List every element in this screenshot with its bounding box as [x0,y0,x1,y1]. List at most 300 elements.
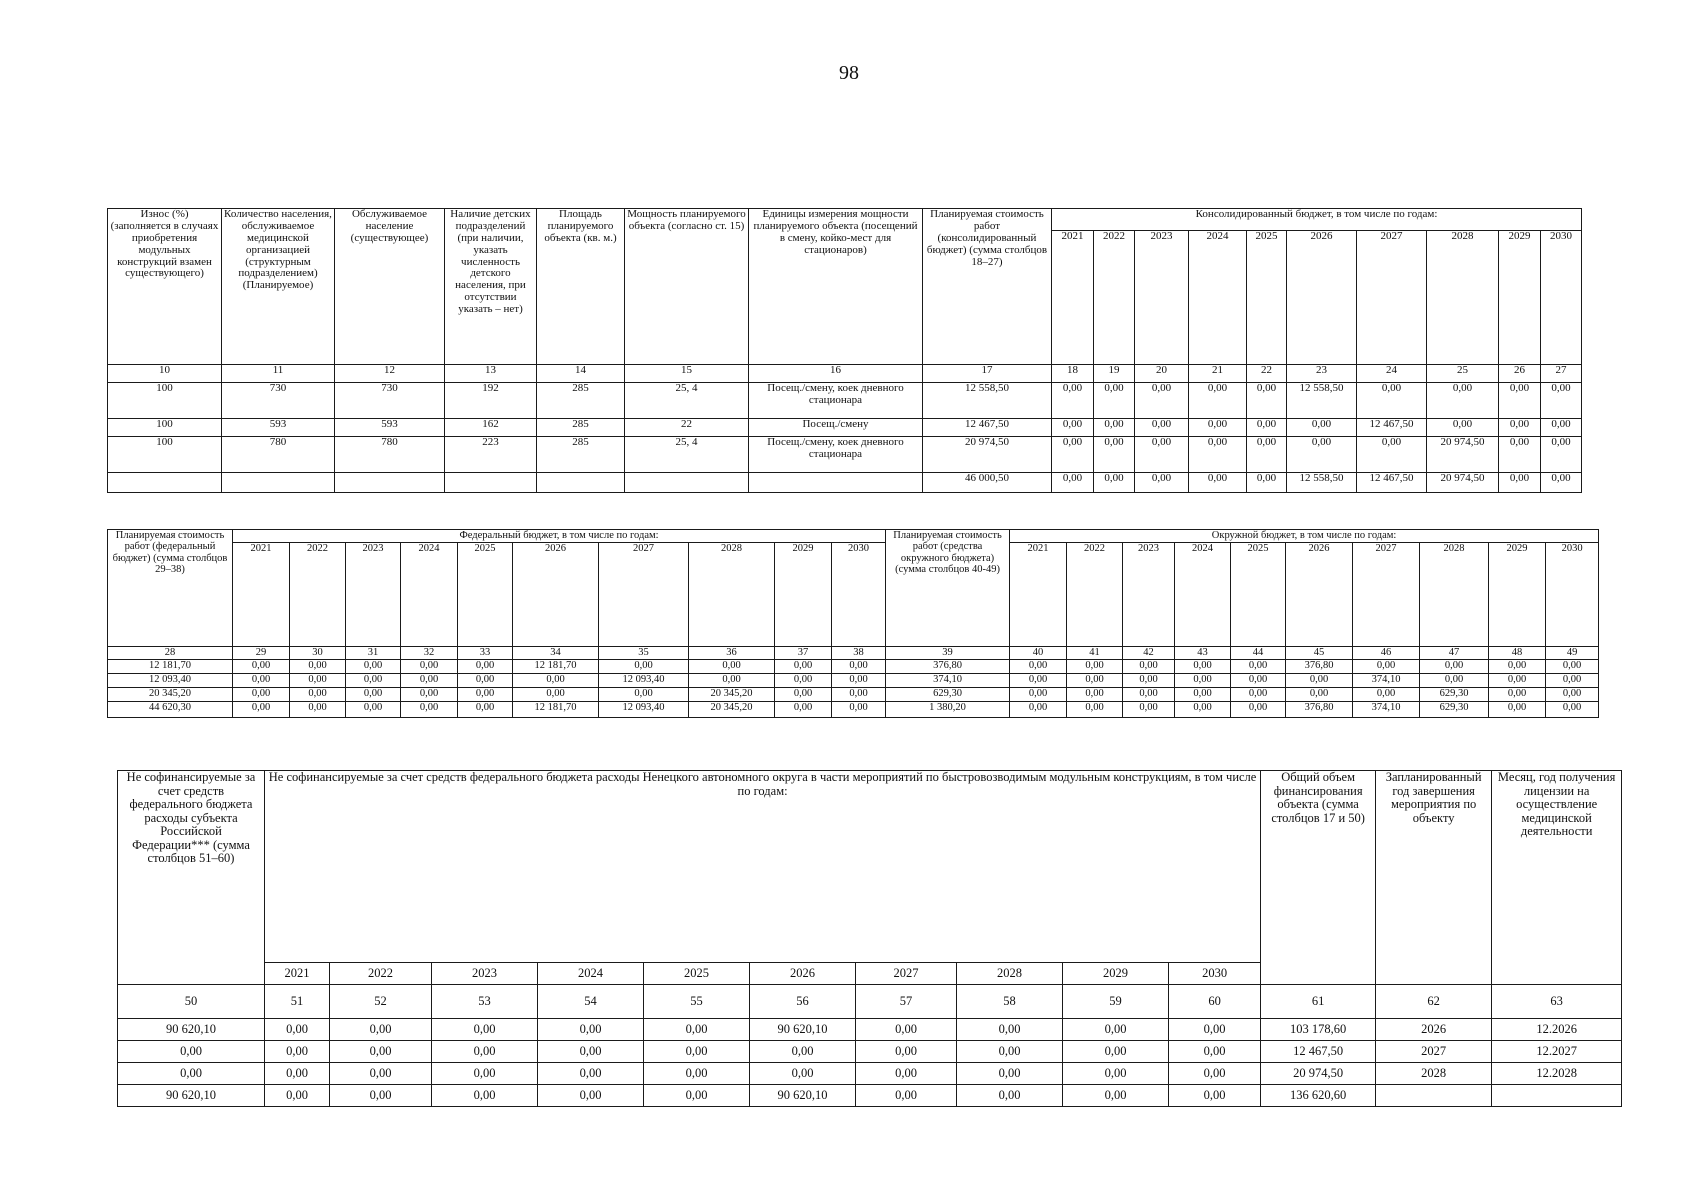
table-cell: 0,00 [1231,660,1286,674]
header-non-cofinanced-by-year: Не софинансируемые за счет средств федерального бюджета расходы Ненецкого автономного округа в части мероприятий по быстровозводимым модульным конструкциям, в том числе по годам: [265,771,1261,963]
table-cell: 0,00 [1541,419,1582,437]
table-cell: 0,00 [1123,702,1175,718]
table-cell: 0,00 [290,674,346,688]
table-cell: 0,00 [856,1019,957,1041]
table-row [118,1041,1622,1063]
column-number: 50 [118,985,265,1019]
table-cell: 0,00 [330,1041,432,1063]
year-header: 2028 [1427,231,1499,365]
column-number: 37 [775,647,832,660]
header-wear-percent: Износ (%) (заполняется в случаях приобретения модульных конструкций взамен существующего) [108,209,222,365]
table-cell: 0,00 [513,688,599,702]
column-number: 16 [749,365,923,383]
table-cell: 0,00 [1189,419,1247,437]
year-header: 2026 [1286,543,1353,647]
table-cell: 285 [537,437,625,473]
table-cell: 0,00 [644,1041,750,1063]
table-cell [335,473,445,493]
year-header: 2021 [233,543,290,647]
table-cell: 0,00 [1094,419,1135,437]
table-cell: 162 [445,419,537,437]
header-consolidated-budget-by-year: Консолидированный бюджет, в том числе по годам: [1052,209,1582,231]
table-cell: 12.2027 [1492,1041,1622,1063]
year-header: 2023 [432,963,538,985]
table-cell: 0,00 [458,660,513,674]
header-child-units: Наличие детских подразделений (при наличии, указать численность детского населения, при отсутствии указать – нет) [445,209,537,365]
table-cell: 0,00 [750,1063,856,1085]
column-number: 18 [1052,365,1094,383]
year-header: 2028 [957,963,1063,985]
column-number: 36 [689,647,775,660]
table-cell: 0,00 [432,1019,538,1041]
column-number: 41 [1067,647,1123,660]
table-cell: 0,00 [957,1085,1063,1107]
table-cell: 374,10 [1353,702,1420,718]
table-cell: 0,00 [1123,674,1175,688]
table-cell: 0,00 [1247,437,1287,473]
table-cell: 780 [222,437,335,473]
year-header: 2022 [290,543,346,647]
table-cell: 0,00 [118,1041,265,1063]
year-header: 2022 [330,963,432,985]
table-cell: 0,00 [1353,660,1420,674]
year-header: 2027 [1357,231,1427,365]
table-cell: 136 620,60 [1261,1085,1376,1107]
table-cell: 0,00 [1052,473,1094,493]
year-header: 2025 [1247,231,1287,365]
table-cell: 0,00 [538,1063,644,1085]
table-cell: 0,00 [1287,437,1357,473]
year-header: 2025 [1231,543,1286,647]
table-cell [749,473,923,493]
table-cell: 0,00 [1063,1085,1169,1107]
column-number: 34 [513,647,599,660]
table-cell: 12 467,50 [1357,419,1427,437]
column-number: 60 [1169,985,1261,1019]
column-number: 32 [401,647,458,660]
table-cell: 0,00 [513,674,599,688]
table-cell: 0,00 [1189,437,1247,473]
table-cell: 0,00 [1247,383,1287,419]
header-federal-budget-by-year: Федеральный бюджет, в том числе по годам: [233,530,886,543]
table-cell: 2026 [1376,1019,1492,1041]
table-cell: 629,30 [886,688,1010,702]
table-cell: 0,00 [1499,437,1541,473]
table-cell: 0,00 [1231,688,1286,702]
table-cell: 25, 4 [625,437,749,473]
table-cell: 0,00 [1357,437,1427,473]
table-cell: 0,00 [599,660,689,674]
table-cell: 0,00 [432,1085,538,1107]
year-header: 2024 [1175,543,1231,647]
table-cell [1376,1085,1492,1107]
table-cell: 0,00 [856,1085,957,1107]
table-cell: 0,00 [1175,674,1231,688]
column-number: 22 [1247,365,1287,383]
table-cell: 0,00 [832,660,886,674]
column-number: 57 [856,985,957,1019]
table-cell: 0,00 [1135,437,1189,473]
column-number: 38 [832,647,886,660]
table-cell: 12 093,40 [599,674,689,688]
column-number: 13 [445,365,537,383]
table-cell: 0,00 [1427,419,1499,437]
table-cell: 0,00 [401,688,458,702]
consolidated-budget-table [107,208,1582,493]
table-cell: 1 380,20 [886,702,1010,718]
table-cell: 285 [537,383,625,419]
table-cell: 20 974,50 [923,437,1052,473]
table-cell: 20 974,50 [1427,473,1499,493]
table-cell: 0,00 [458,688,513,702]
table-cell: 0,00 [1067,660,1123,674]
table-cell [537,473,625,493]
table-cell: 0,00 [1010,702,1067,718]
year-header: 2025 [458,543,513,647]
table-cell: 0,00 [330,1085,432,1107]
table-cell: 0,00 [1499,383,1541,419]
table-cell: 12 467,50 [1357,473,1427,493]
column-number: 10 [108,365,222,383]
table-cell: 0,00 [1010,674,1067,688]
header-planned-completion-year: Запланированный год завершения мероприятия по объекту [1376,771,1492,985]
table-cell: 12.2028 [1492,1063,1622,1085]
column-number: 35 [599,647,689,660]
table-cell: 0,00 [1094,383,1135,419]
year-header: 2023 [1123,543,1175,647]
table-cell: 376,80 [1286,660,1353,674]
table-cell: 12 467,50 [923,419,1052,437]
table-cell: 0,00 [1489,702,1546,718]
header-planned-cost-consolidated: Планируемая стоимость работ (консолидированный бюджет) (сумма столбцов 18–27) [923,209,1052,365]
year-header: 2021 [265,963,330,985]
table-row [108,473,1582,493]
table-cell: 0,00 [1175,688,1231,702]
table-cell: 0,00 [1189,383,1247,419]
table-cell: 0,00 [1231,674,1286,688]
year-header: 2029 [1063,963,1169,985]
federal-regional-budget-table [107,529,1599,718]
year-header: 2023 [346,543,401,647]
table-cell: Посещ./смену, коек дневного стационара [749,383,923,419]
table-cell [1492,1085,1622,1107]
column-number: 11 [222,365,335,383]
year-header: 2027 [1353,543,1420,647]
table-cell: 0,00 [1135,473,1189,493]
header-area: Площадь планируемого объекта (кв. м.) [537,209,625,365]
table-cell: 0,00 [1247,473,1287,493]
table-cell: 0,00 [644,1019,750,1041]
table-cell: 0,00 [265,1085,330,1107]
table-cell: 374,10 [1353,674,1420,688]
table-cell: 0,00 [1546,688,1599,702]
table-cell: 0,00 [1420,674,1489,688]
column-number: 28 [108,647,233,660]
table-cell: 0,00 [1499,473,1541,493]
table-cell: 103 178,60 [1261,1019,1376,1041]
column-number: 30 [290,647,346,660]
table-cell: Посещ./смену, коек дневного стационара [749,437,923,473]
table-cell: 0,00 [118,1063,265,1085]
table-cell: 0,00 [1357,383,1427,419]
table-cell: 0,00 [775,688,832,702]
header-license-date: Месяц, год получения лицензии на осуществление медицинской деятельности [1492,771,1622,985]
column-number: 29 [233,647,290,660]
table-cell: 0,00 [1286,688,1353,702]
table-cell: 0,00 [1169,1085,1261,1107]
column-number: 47 [1420,647,1489,660]
header-regional-budget-by-year: Окружной бюджет, в том числе по годам: [1010,530,1599,543]
column-number: 62 [1376,985,1492,1019]
table-row [108,702,1599,718]
table-cell: 0,00 [330,1019,432,1041]
table-cell: 0,00 [1541,473,1582,493]
year-header: 2023 [1135,231,1189,365]
table-cell: 0,00 [265,1019,330,1041]
year-header: 2030 [1541,231,1582,365]
table-cell: 223 [445,437,537,473]
table-cell: 376,80 [1286,702,1353,718]
year-header: 2024 [401,543,458,647]
year-header: 2028 [1420,543,1489,647]
table-cell: 0,00 [233,702,290,718]
table-cell: 0,00 [644,1063,750,1085]
header-population-existing: Обслуживаемое население (существующее) [335,209,445,365]
year-header: 2029 [775,543,832,647]
header-population-planned: Количество населения, обслуживаемое медицинской организацией (структурным подразделением) (Планируемое) [222,209,335,365]
year-header: 2030 [1169,963,1261,985]
header-planned-cost-regional: Планируемая стоимость работ (средства окружного бюджета) (сумма столбцов 40-49) [886,530,1010,647]
table-cell: 90 620,10 [750,1019,856,1041]
table-cell: 0,00 [1353,688,1420,702]
column-number: 21 [1189,365,1247,383]
table-cell: 0,00 [1010,660,1067,674]
table-cell: 0,00 [401,660,458,674]
table-cell: 20 345,20 [689,688,775,702]
table-cell: 593 [222,419,335,437]
table-cell: 376,80 [886,660,1010,674]
column-number: 20 [1135,365,1189,383]
table-cell: 12 093,40 [108,674,233,688]
table-cell: 0,00 [1546,674,1599,688]
column-number: 40 [1010,647,1067,660]
year-header: 2024 [538,963,644,985]
table-cell: 0,00 [346,660,401,674]
column-number: 19 [1094,365,1135,383]
table-cell: 12 181,70 [513,660,599,674]
table-cell: 0,00 [458,702,513,718]
column-number: 39 [886,647,1010,660]
table-cell: 90 620,10 [750,1085,856,1107]
table-cell: 0,00 [689,674,775,688]
table-cell: 0,00 [1175,660,1231,674]
column-number: 48 [1489,647,1546,660]
table-cell: 20 345,20 [689,702,775,718]
table-cell: 12 093,40 [599,702,689,718]
table-cell: 374,10 [886,674,1010,688]
table-cell: 780 [335,437,445,473]
column-number: 44 [1231,647,1286,660]
table-cell: 100 [108,383,222,419]
table-cell: 2028 [1376,1063,1492,1085]
non-cofinanced-expenses-table [117,770,1622,1107]
table-row [108,437,1582,473]
table-cell: 0,00 [401,674,458,688]
header-total-financing: Общий объем финансирования объекта (сумма столбцов 17 и 50) [1261,771,1376,985]
table-cell [108,473,222,493]
table-cell [222,473,335,493]
table-cell: 0,00 [233,674,290,688]
table-cell: 0,00 [1063,1019,1169,1041]
page-number: 98 [839,62,859,84]
year-header: 2026 [1287,231,1357,365]
year-header: 2021 [1052,231,1094,365]
table-cell: 12 181,70 [513,702,599,718]
table-cell: 0,00 [1094,473,1135,493]
table-cell: 46 000,50 [923,473,1052,493]
table-row [108,688,1599,702]
table-cell: 0,00 [458,674,513,688]
column-number: 15 [625,365,749,383]
table-cell: 730 [335,383,445,419]
table-cell: 0,00 [1489,674,1546,688]
table-cell: 0,00 [265,1041,330,1063]
table-cell: 0,00 [775,674,832,688]
table-cell: 0,00 [432,1041,538,1063]
table-cell: 0,00 [401,702,458,718]
column-number: 23 [1287,365,1357,383]
table-cell: 0,00 [832,688,886,702]
table-cell: 0,00 [1169,1041,1261,1063]
column-number: 63 [1492,985,1622,1019]
header-capacity-units: Единицы измерения мощности планируемого объекта (посещений в смену, койко-мест для стационаров) [749,209,923,365]
table-row [108,674,1599,688]
table-cell: Посещ./смену [749,419,923,437]
table-cell: 0,00 [1135,383,1189,419]
table-cell: 0,00 [1541,383,1582,419]
table-cell: 0,00 [689,660,775,674]
year-header: 2027 [599,543,689,647]
table-cell: 0,00 [330,1063,432,1085]
table-cell: 0,00 [1123,660,1175,674]
table-cell: 90 620,10 [118,1085,265,1107]
column-number: 43 [1175,647,1231,660]
table-cell: 0,00 [750,1041,856,1063]
table-cell: 593 [335,419,445,437]
table-cell: 0,00 [775,660,832,674]
table-cell: 0,00 [1286,674,1353,688]
column-number: 33 [458,647,513,660]
column-number: 14 [537,365,625,383]
table-cell: 0,00 [432,1063,538,1085]
table-cell: 0,00 [1052,419,1094,437]
table-cell: 0,00 [1010,688,1067,702]
table-cell: 100 [108,437,222,473]
year-header: 2024 [1189,231,1247,365]
table-cell: 0,00 [957,1019,1063,1041]
column-number: 46 [1353,647,1420,660]
table-cell: 629,30 [1420,702,1489,718]
year-header: 2026 [750,963,856,985]
table-cell: 0,00 [599,688,689,702]
table-cell: 0,00 [1063,1041,1169,1063]
table-cell: 12 558,50 [1287,383,1357,419]
year-header: 2025 [644,963,750,985]
table-cell: 0,00 [644,1085,750,1107]
year-header: 2026 [513,543,599,647]
table-cell: 0,00 [1489,688,1546,702]
table-cell: 12 558,50 [923,383,1052,419]
table-cell: 0,00 [1489,660,1546,674]
table-cell: 192 [445,383,537,419]
table-cell: 0,00 [538,1085,644,1107]
table-cell: 0,00 [1169,1019,1261,1041]
table-cell: 2027 [1376,1041,1492,1063]
header-planned-cost-federal: Планируемая стоимость работ (федеральный бюджет) (сумма столбцов 29–38) [108,530,233,647]
column-number: 31 [346,647,401,660]
table-cell: 0,00 [1420,660,1489,674]
column-number: 17 [923,365,1052,383]
table-cell: 20 974,50 [1427,437,1499,473]
table-cell: 22 [625,419,749,437]
table-cell: 0,00 [538,1019,644,1041]
column-number: 26 [1499,365,1541,383]
table-cell: 0,00 [346,674,401,688]
table-cell: 0,00 [346,702,401,718]
table-cell: 0,00 [1094,437,1135,473]
year-header: 2027 [856,963,957,985]
table-cell: 90 620,10 [118,1019,265,1041]
column-number: 25 [1427,365,1499,383]
table-cell: 0,00 [1287,419,1357,437]
table-cell: 0,00 [346,688,401,702]
table-cell [445,473,537,493]
column-number: 53 [432,985,538,1019]
table-cell: 0,00 [856,1063,957,1085]
column-number: 54 [538,985,644,1019]
year-header: 2028 [689,543,775,647]
table-cell: 0,00 [1052,437,1094,473]
table-cell: 0,00 [1427,383,1499,419]
year-header: 2029 [1499,231,1541,365]
table-cell: 0,00 [1541,437,1582,473]
table-cell: 0,00 [1063,1063,1169,1085]
header-capacity: Мощность планируемого объекта (согласно ст. 15) [625,209,749,365]
year-header: 2022 [1067,543,1123,647]
column-number: 51 [265,985,330,1019]
table-cell: 0,00 [1067,688,1123,702]
column-number: 42 [1123,647,1175,660]
header-non-cofinanced-total: Не софинансируемые за счет средств федерального бюджета расходы субъекта Российской Федерации*** (сумма столбцов 51–60) [118,771,265,985]
year-header: 2030 [1546,543,1599,647]
table-cell: 0,00 [1247,419,1287,437]
year-header: 2021 [1010,543,1067,647]
table-cell: 100 [108,419,222,437]
table-cell: 0,00 [1499,419,1541,437]
table-cell: 20 345,20 [108,688,233,702]
table-row [118,1019,1622,1041]
year-header: 2030 [832,543,886,647]
table-cell: 0,00 [832,702,886,718]
table-cell: 0,00 [1175,702,1231,718]
table-cell: 0,00 [233,660,290,674]
table-cell: 0,00 [775,702,832,718]
column-number: 58 [957,985,1063,1019]
column-number: 52 [330,985,432,1019]
year-header: 2022 [1094,231,1135,365]
table-cell: 0,00 [1231,702,1286,718]
table-cell: 12.2026 [1492,1019,1622,1041]
